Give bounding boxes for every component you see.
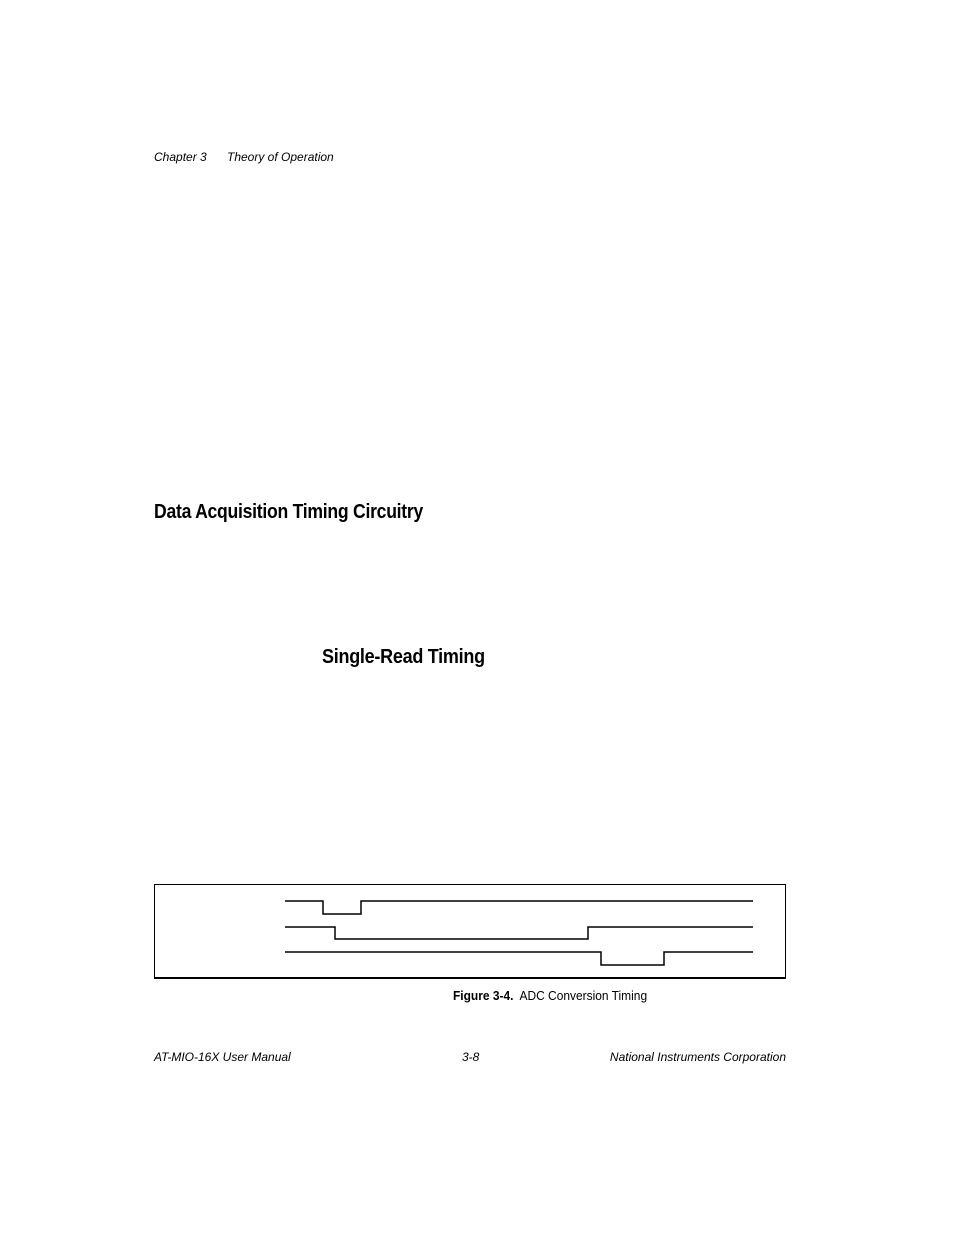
signal-trace-3: [285, 952, 753, 965]
footer-manual-title: AT-MIO-16X User Manual: [154, 1050, 291, 1064]
signal-trace-2: [285, 927, 753, 939]
header-section: Theory of Operation: [227, 150, 334, 164]
footer-page-number: 3-8: [462, 1050, 480, 1064]
subsection-heading: Single-Read Timing: [322, 646, 485, 668]
figure-title: ADC Conversion Timing: [519, 988, 648, 1003]
section-heading: Data Acquisition Timing Circuitry: [154, 501, 424, 523]
figure-label: Figure 3-4.: [453, 988, 514, 1003]
figure-caption: [453, 988, 647, 1003]
signal-trace-1: [285, 901, 753, 914]
footer-company: National Instruments Corporation: [609, 1050, 786, 1064]
header-chapter: Chapter 3: [154, 150, 207, 164]
timing-diagram: [155, 885, 785, 977]
timing-figure-frame: [154, 884, 786, 979]
